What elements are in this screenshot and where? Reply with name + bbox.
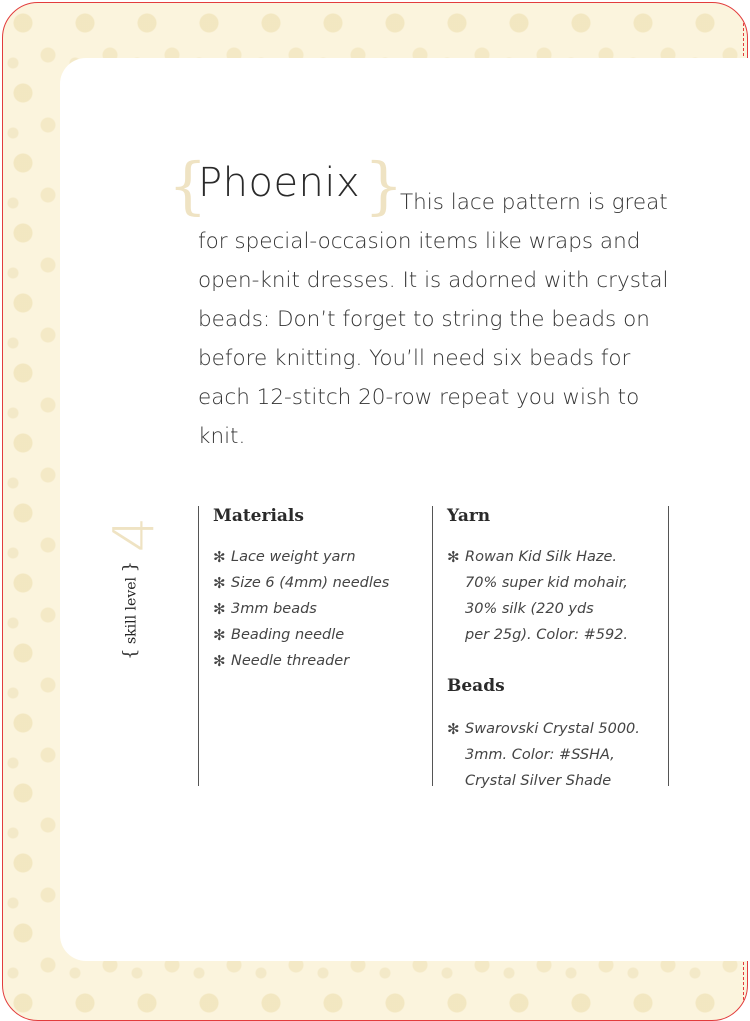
list-item: ✻ Beading needle xyxy=(213,622,389,648)
beads-heading: Beads xyxy=(447,676,505,696)
divider-left xyxy=(198,506,199,786)
divider-right xyxy=(668,506,669,786)
asterisk-icon: ✻ xyxy=(447,720,460,738)
skill-brace-close: } xyxy=(119,561,141,573)
asterisk-icon: ✻ xyxy=(213,574,226,592)
yarn-heading: Yarn xyxy=(447,506,491,526)
title-brace-close: } xyxy=(364,149,404,222)
list-item: ✻ 3mm beads xyxy=(213,596,389,622)
asterisk-icon: ✻ xyxy=(213,600,226,618)
list-item: ✻ Needle threader xyxy=(213,648,389,674)
skill-label-text: skill level xyxy=(123,577,140,644)
asterisk-icon: ✻ xyxy=(213,652,226,670)
divider-middle xyxy=(432,506,433,786)
skill-level-label xyxy=(120,559,141,663)
list-item: ✻ Swarovski Crystal 5000. 3mm. Color: #SSHA, Crystal Silver Shade xyxy=(447,716,640,794)
list-item: ✻ Lace weight yarn xyxy=(213,544,389,570)
asterisk-icon: ✻ xyxy=(213,626,226,644)
asterisk-icon: ✻ xyxy=(447,548,460,566)
title-brace-open: { xyxy=(168,149,208,222)
yarn-details xyxy=(447,544,628,648)
asterisk-icon: ✻ xyxy=(213,548,226,566)
skill-level-number: 4 xyxy=(102,516,168,553)
skill-brace-open: { xyxy=(119,648,141,660)
page-title: Phoenix xyxy=(198,160,361,206)
beads-details xyxy=(447,716,640,794)
list-item: ✻ Size 6 (4mm) needles xyxy=(213,570,389,596)
intro-paragraph: This lace pattern is great for special-occasion items like wraps and open-knit dresses. It is adorned with crystal beads: Don’t forget to string the beads on before knitting. You’ll need six beads for each 12-stitch 20-row repeat you wish to knit. xyxy=(198,190,669,449)
list-item: ✻ Rowan Kid Silk Haze. 70% super kid mohair, 30% silk (220 yds per 25g). Color: #592. xyxy=(447,544,628,648)
materials-list xyxy=(213,544,389,674)
materials-heading: Materials xyxy=(213,506,304,526)
